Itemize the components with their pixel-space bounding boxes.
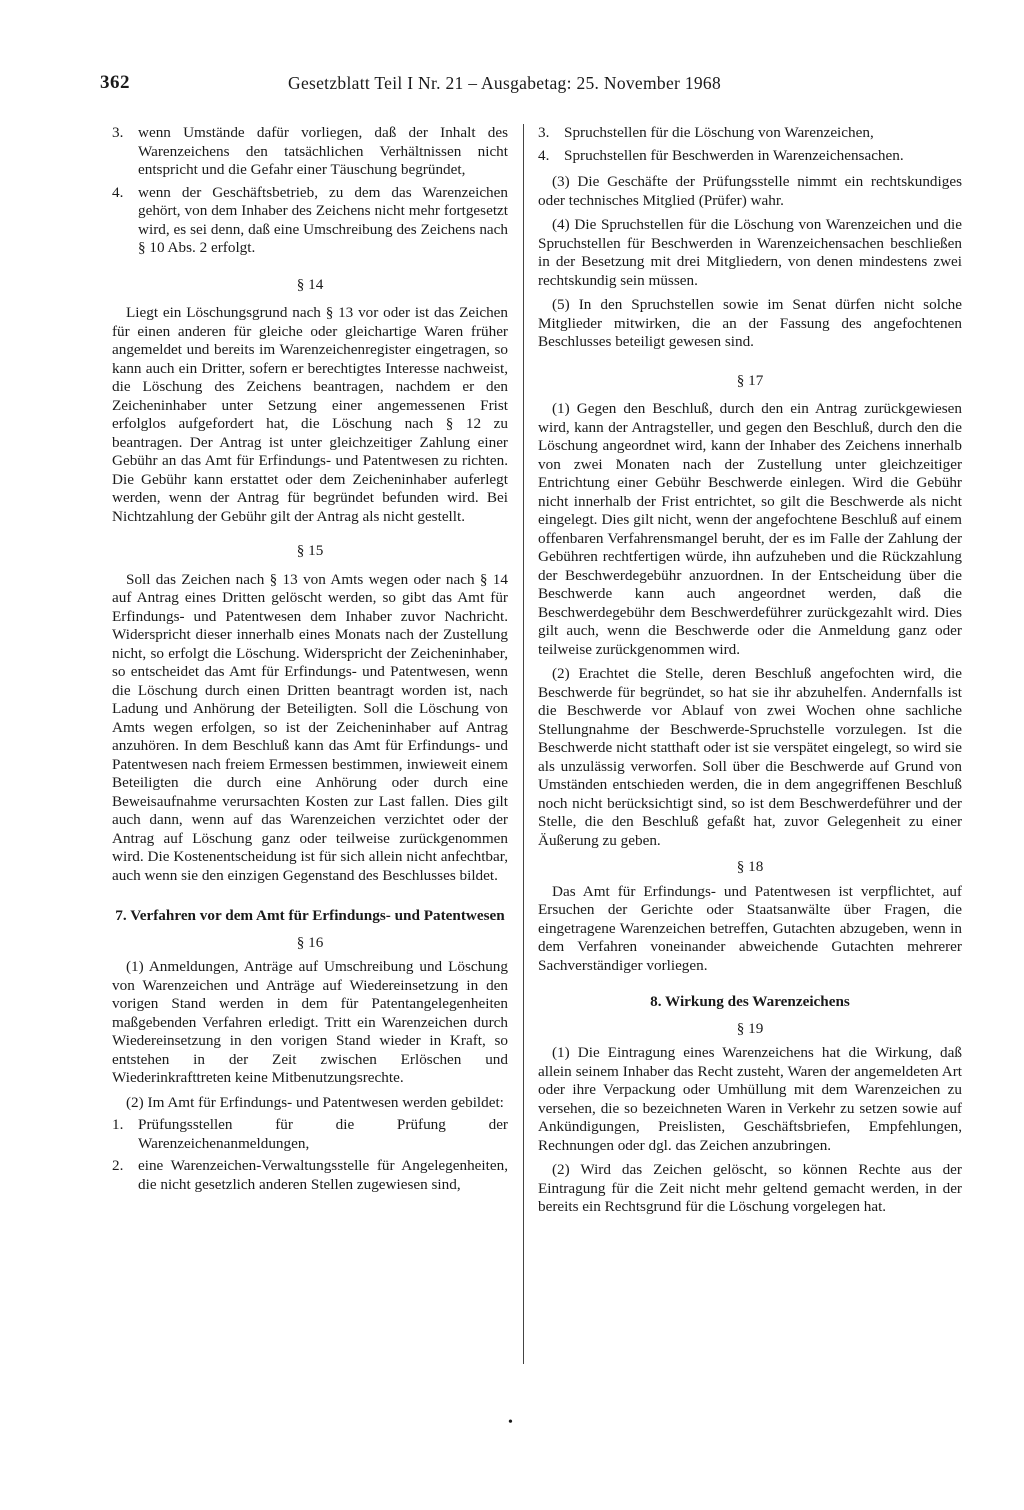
page-mark-dot: •	[508, 1415, 513, 1430]
section-16-paragraph-5: (5) In den Spruchstellen sowie im Senat dürfen nicht solche Mitglieder mitwirken, die an der Fassung des angefochtenen Beschlusses beteiligt gewesen sind.	[538, 296, 962, 350]
section-15-text: Soll das Zeichen nach § 13 von Amts wegen oder nach § 14 auf Antrag eines Dritten gelöscht werden, so gibt das Amt für Erfindungs- und Patentwesen dem Inhaber zuvor Nachricht. Widerspricht dieser innerhalb eines Monats nach der Zustellung nicht, so erfolgt die Löschung. Widerspricht der Zeicheninhaber, so entscheidet das Amt für Erfindungs- und Patentwesen, wenn die Löschung durch einen Dritten beantragt worden ist, nach Ladung und Anhörung der Beteiligten. Soll die Löschung von Amts wegen erfolgen, so ist der Zeicheninhaber auf Antrag anzuhören. In dem Beschluß kann das Amt für Erfindungs- und Patentwesen nach freiem Ermessen bestimmen, inwieweit einem Beteiligten die durch eine Anhörung oder durch eine Beweisaufnahme verursachten Kosten zur Last fallen. Dies gilt auch dann, wenn auf das Warenzeichen verzichtet oder der Antrag auf Löschung ganz oder teilweise zurückgenommen wird. Die Kostenentscheidung ist für sich allein nicht anfechtbar, auch wenn sie den einzigen Gegenstand des Beschlusses bildet.	[112, 570, 508, 884]
item-text: wenn Umstände dafür vorliegen, daß der Inhalt des Warenzeichens den tatsächlichen Verhältnissen nicht entspricht und die Gefahr einer Täuschung begründet,	[138, 124, 508, 178]
right-column	[538, 124, 962, 1217]
item-number: 3.	[112, 124, 124, 141]
section-heading-15: § 15	[296, 542, 324, 559]
item-number: 3.	[538, 124, 550, 141]
section-heading-14: § 14	[296, 275, 324, 293]
item-number: 2.	[112, 1157, 124, 1174]
item-text: wenn der Geschäftsbetrieb, zu dem das Warenzeichen gehört, von dem Inhaber des Zeichens nicht mehr fortgesetzt wird, es sei denn, daß eine Umschreibung des Zeichens nach § 10 Abs. 2 erfolgt.	[138, 183, 508, 256]
section-heading-17: § 17	[736, 371, 764, 389]
list-item	[538, 124, 962, 143]
list-item	[112, 1116, 508, 1153]
section-16-paragraph-1: (1) Anmeldungen, Anträge auf Umschreibung und Löschung von Warenzeichen und Anträge auf Wiedereinsetzung in den vorigen Stand werden in dem für Patentangelegenheiten maßgebenden Verfahren erledigt. Tritt ein Warenzeichen durch Wiedereinsetzung in den vorigen Stand wieder in Kraft, so entstehen in der Zeit zwischen Erlöschen und Wiederinkrafttreten keine Mitbenutzungsrechte.	[112, 958, 508, 1086]
item-number: 1.	[112, 1116, 124, 1133]
page-header	[100, 72, 980, 98]
page-number: 362	[100, 72, 130, 93]
section-19-paragraph-2: (2) Wird das Zeichen gelöscht, so können Rechte aus der Eintragung für die Zeit nicht mehr geltend gemacht werden, in der bereits ein Rechtsgrund für die Löschung vorgelegen hat.	[538, 1161, 962, 1215]
list-item	[112, 1157, 508, 1194]
section-17-paragraph-2: (2) Erachtet die Stelle, deren Beschluß angefochten wird, die Beschwerde für begründet, so hat sie ihr abzuhelfen. Andernfalls ist die Beschwerde vor Ablauf von zwei Wochen ohne sachliche Stellungnahme der Beschwerde-Spruchstelle vorzulegen. Ist die Beschwerde nicht statthaft oder ist sie verspätet eingelegt, so wird sie als unzulässig verworfen. Soll über die Beschwerde auf Grund von Umständen entschieden werden, die in dem angegriffenen Beschluß noch nicht berücksichtigt sind, so ist dem Beschwerdeführer und der Stelle, die den Beschluß gefaßt hat, zuvor Gelegenheit zu einer Äußerung zu geben.	[538, 665, 962, 849]
section-17-paragraph-1: (1) Gegen den Beschluß, durch den ein Antrag zurückgewiesen wird, kann der Antragsteller, und gegen den Beschluß, durch den die Löschung angeordnet wird, kann der Inhaber des Zeichens innerhalb von zwei Monaten nach der Zustellung unter gleichzeitiger Entrichtung einer Gebühr Beschwerde einlegen. Wird die Gebühr nicht innerhalb der Frist entrichtet, so gilt die Beschwerde als nicht eingelegt. Dies gilt nicht, wenn der angefochtene Beschluß auf einem offenbaren Verfahrensmangel beruht, der es im Falle der Zahlung der Gebühren rechtfertigen würde, ihn aufzuheben und die Rückzahlung der Beschwerdegebühr anzuordnen. In der Entscheidung über die Beschwerde kann auch angeordnet werden, daß die Beschwerdegebühr dem Beschwerdeführer zurückgezahlt wird. Dies gilt auch, wenn die Beschwerde oder die Anmeldung ganz oder teilweise zurückgenommen wird.	[538, 400, 962, 658]
section-16-paragraph-2: (2) Im Amt für Erfindungs- und Patentwesen werden gebildet:	[126, 1093, 504, 1111]
item-text: Prüfungsstellen für die Prüfung der Warenzeichenanmeldungen,	[138, 1116, 508, 1152]
section-18-text: Das Amt für Erfindungs- und Patentwesen ist verpflichtet, auf Ersuchen der Gerichte oder Staatsanwälte über Fragen, die eingetragene Warenzeichen betreffen, Gutachten abzugeben, wenn in dem Verfahren voneinander abweichende Gutachten mehrerer Sachverständiger vorliegen.	[538, 882, 962, 974]
item-number: 4.	[112, 183, 124, 201]
item-text: eine Warenzeichen-Verwaltungsstelle für Angelegenheiten, die nicht gesetzlich anderen Stellen zugewiesen sind,	[138, 1157, 508, 1193]
gazette-title: Gesetzblatt Teil I Nr. 21 – Ausgabetag: 25. November 1968	[288, 73, 722, 93]
list-item	[538, 147, 962, 166]
left-column	[112, 124, 508, 1194]
section-19-paragraph-1: (1) Die Eintragung eines Warenzeichens hat die Wirkung, daß allein seinem Inhaber das Recht zusteht, Waren der angemeldeten Art oder ihre Verpackung oder Umhüllung mit dem Warenzeichen zu versehen, die so bezeichneten Waren in Verkehr zu setzen sowie auf Ankündigungen, Preislisten, Geschäftsbriefen, Empfehlungen, Rechnungen oder dgl. das Zeichen anzubringen.	[538, 1044, 962, 1154]
item-text: Spruchstellen für Beschwerden in Warenzeichensachen.	[564, 146, 904, 164]
column-divider	[523, 124, 524, 1364]
list-item	[112, 124, 508, 180]
chapter-heading-8: 8. Wirkung des Warenzeichens	[650, 993, 850, 1010]
item-text: Spruchstellen für die Löschung von Warenzeichen,	[564, 124, 874, 141]
section-14-text: Liegt ein Löschungsgrund nach § 13 vor oder ist das Zeichen für einen anderen für gleiche oder gleichartige Waren früher angemeldet und bereits im Warenzeichenregister eingetragen, so kann auch ein Dritter, sofern er berechtigtes Interesse nachweist, die Löschung des Zeichens beantragen, nachdem er den Zeicheninhaber unter Setzung einer angemessenen Frist erfolglos aufgefordert hat, die Löschung nach § 12 zu beantragen. Der Antrag ist unter gleichzeitiger Zahlung einer Gebühr an das Amt für Erfindungs- und Patentwesen zu richten. Die Gebühr kann erstattet oder dem Zeicheninhaber auferlegt werden, wenn der Antrag für begründet befunden wird. Bei Nichtzahlung der Gebühr gilt der Antrag als nicht gestellt.	[112, 304, 508, 525]
list-item	[112, 184, 508, 258]
chapter-heading-7: 7. Verfahren vor dem Amt für Erfindungs- und Patentwesen	[115, 907, 505, 924]
section-16-paragraph-3: (3) Die Geschäfte der Prüfungsstelle nimmt ein rechtskundiges oder technisches Mitglied (Prüfer) wahr.	[538, 173, 962, 209]
item-number: 4.	[538, 146, 550, 164]
section-heading-18: § 18	[736, 858, 764, 875]
section-heading-16: § 16	[296, 933, 324, 951]
section-16-paragraph-4: (4) Die Spruchstellen für die Löschung von Warenzeichen und die Spruchstellen für Beschwerden in Warenzeichensachen beschließen in der Besetzung mit drei Mitgliedern, von denen mindestens zwei rechtskundig sein müssen.	[538, 216, 962, 289]
section-heading-19: § 19	[736, 1019, 764, 1037]
